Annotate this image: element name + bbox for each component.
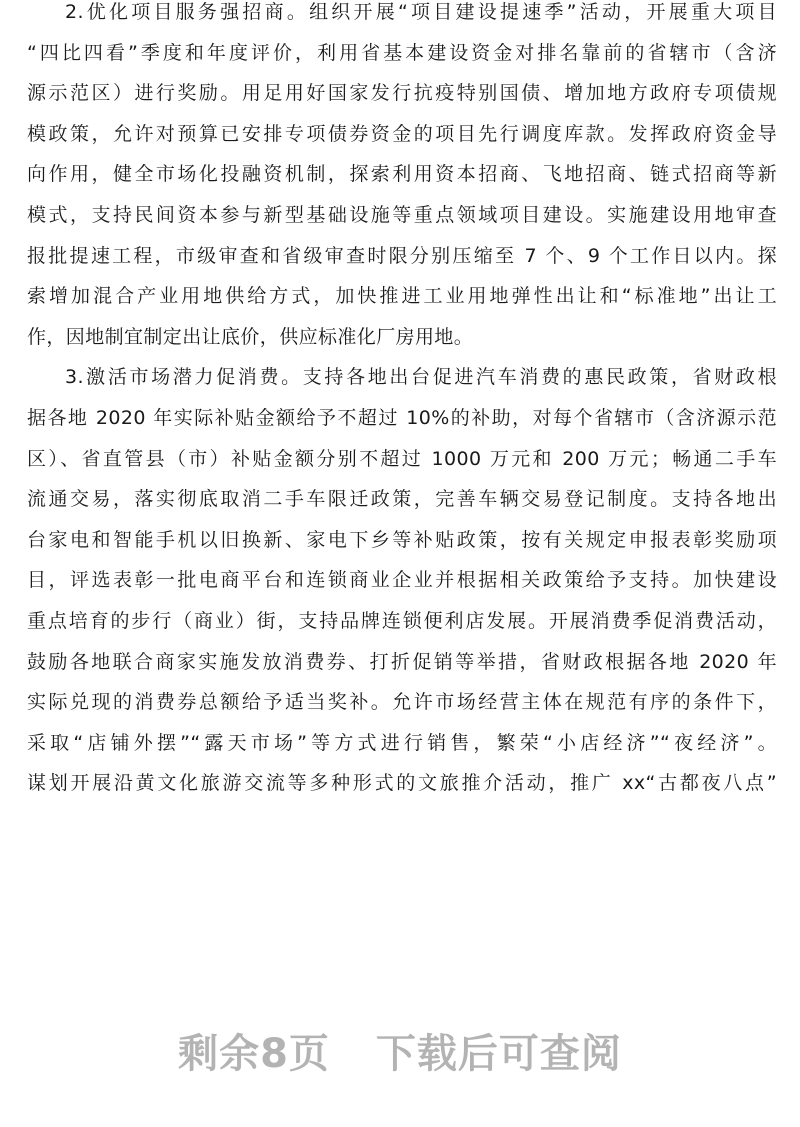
text-line: 模式，支持民间资本参与新型基础设施等重点领域项目建设。实施建设用地审查: [27, 203, 777, 226]
text-line: 流通交易，落实彻底取消二手车限迁政策，完善车辆交易登记制度。支持各地出: [27, 488, 777, 511]
text-line: 3.激活市场潜力促消费。支持各地出台促进汽车消费的惠民政策，省财政根: [65, 366, 777, 389]
text-line: “四比四看”季度和年度评价，利用省基本建设资金对排名靠前的省辖市（含济: [27, 41, 777, 64]
text-line: 向作用，健全市场化投融资机制，探索利用资本招商、飞地招商、链式招商等新: [27, 163, 777, 186]
text-line: 索增加混合产业用地供给方式，加快推进工业用地弹性出让和“标准地”出让工: [27, 285, 777, 308]
text-line: 区）、省直管县（市）补贴金额分别不超过 1000 万元和 200 万元；畅通二手车: [27, 447, 777, 470]
text-line: 采取“店铺外摆”“露天市场”等方式进行销售，繁荣“小店经济”“夜经济”。: [27, 731, 777, 754]
text-line: 模政策，允许对预算已安排专项债券资金的项目先行调度库款。发挥政府资金导: [27, 122, 777, 145]
text-line: 作，因地制宜制定出让底价，供应标准化厂房用地。: [27, 325, 474, 348]
text-line: 2.优化项目服务强招商。组织开展“项目建设提速季”活动，开展重大项目: [65, 1, 777, 23]
remaining-pages-label: 剩余8页: [178, 1031, 330, 1077]
text-line: 鼓励各地联合商家实施发放消费券、打折促销等举措，省财政根据各地 2020 年: [27, 650, 777, 673]
text-line: 源示范区）进行奖励。用足用好国家发行抗疫特别国债、增加地方政府专项债规: [27, 82, 777, 105]
text-line: 报批提速工程，市级审查和省级审查时限分别压缩至 7 个、9 个工作日以内。探: [27, 244, 777, 267]
text-line: 谋划开展沿黄文化旅游交流等多种形式的文旅推介活动，推广 xx“古都夜八点”: [27, 772, 777, 795]
text-line: 据各地 2020 年实际补贴金额给予不超过 10%的补助，对每个省辖市（含济源示范: [27, 406, 777, 429]
text-line: 实际兑现的消费券总额给予适当奖补。允许市场经营主体在规范有序的条件下，: [27, 691, 777, 714]
document-body: [27, 0, 777, 804]
text-line: 重点培育的步行（商业）街，支持品牌连锁便利店发展。开展消费季促消费活动，: [27, 609, 777, 632]
text-line: 目，评选表彰一批电商平台和连锁商业企业并根据相关政策给予支持。加快建设: [27, 569, 777, 592]
text-line: 台家电和智能手机以旧换新、家电下乡等补贴政策，按有关规定申报表彰奖励项: [27, 528, 777, 551]
download-hint-label: 下载后可查阅: [375, 1031, 622, 1077]
download-banner[interactable]: [0, 1022, 800, 1079]
